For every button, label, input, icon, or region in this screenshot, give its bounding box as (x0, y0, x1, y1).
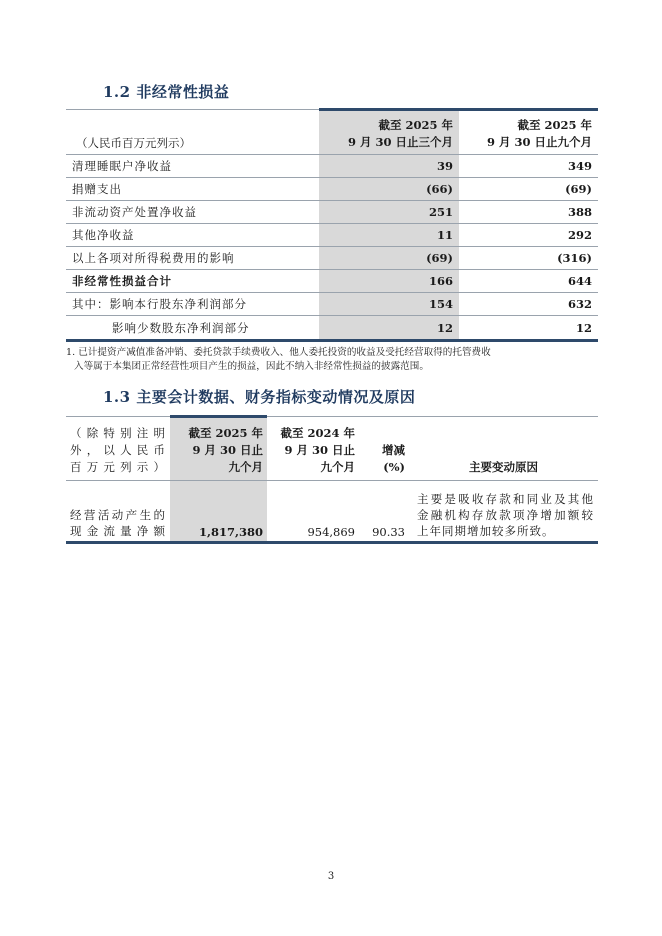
change-reason-line2: 金融机构存放款项净增加额较 (417, 508, 594, 522)
unit-label: （人民币百万元列示） (66, 110, 319, 155)
value-nine-months: (69) (459, 178, 598, 201)
value-three-months: 39 (319, 155, 459, 178)
value-nine-months: 12 (459, 316, 598, 341)
col-header-2024-line3: 九个月 (320, 460, 355, 474)
col-header-change-line2: (%) (383, 460, 405, 474)
table-row (66, 178, 598, 201)
value-three-months: 12 (319, 316, 459, 341)
value-2024: 954,869 (267, 481, 359, 543)
row-label: 其他净收益 (66, 224, 319, 247)
value-nine-months: 349 (459, 155, 598, 178)
section-title-1-2: 1.2 非经常性损益 (103, 83, 230, 101)
col-header-2025 (170, 417, 267, 481)
row-label: 非经常性损益合计 (66, 270, 319, 293)
change-reason-line1: 主要是吸收存款和同业及其他 (417, 492, 594, 506)
table-row (66, 201, 598, 224)
row-label: 捐赠支出 (66, 178, 319, 201)
row-label: 清理睡眠户净收益 (66, 155, 319, 178)
change-reason (409, 481, 598, 543)
value-2025: 1,817,380 (170, 481, 267, 543)
col-header-2024-line2: 9 月 30 日止 (284, 443, 355, 457)
value-three-months: (66) (319, 178, 459, 201)
value-nine-months: 644 (459, 270, 598, 293)
row-label-line1: 经营活动产生的 (70, 508, 166, 522)
value-nine-months: 632 (459, 293, 598, 316)
footnote-line2: 入等属于本集团正常经营性项目产生的损益，因此不纳入非经常性损益的披露范围。 (74, 361, 429, 372)
col-header-three-months (319, 110, 459, 155)
col-header-2025-line1: 截至 2025 年 (188, 426, 263, 440)
value-three-months: 11 (319, 224, 459, 247)
value-nine-months: 388 (459, 201, 598, 224)
col-header-2025-line3: 九个月 (228, 460, 263, 474)
table-row (66, 316, 598, 341)
row-label: 非流动资产处置净收益 (66, 201, 319, 224)
row-label: 影响少数股东净利润部分 (66, 316, 319, 341)
page-number: 3 (327, 871, 335, 882)
col-header-2024 (267, 417, 359, 481)
value-change: 90.33 (359, 481, 409, 543)
value-nine-months: (316) (459, 247, 598, 270)
footnote-line1: 1. 已计提资产减值准备冲销、委托贷款手续费收入、他人委托投资的收益及受托经营取得的托管费收 (66, 347, 491, 358)
change-reason-line3: 上年同期增加较多所致。 (417, 524, 555, 538)
unit-label-line1: （除特别注明 (70, 426, 166, 440)
table-row (66, 481, 598, 543)
footnote (66, 346, 598, 374)
row-label-line2: 现金流量净额 (70, 524, 166, 538)
section-title-1-3: 1.3 主要会计数据、财务指标变动情况及原因 (103, 388, 416, 406)
col-header-change-line1: 增减 (382, 443, 405, 457)
table-row (66, 224, 598, 247)
col-header-three-months-line1: 截至 2025 年 (378, 118, 453, 132)
row-label (66, 481, 170, 543)
col-header-three-months-line2: 9 月 30 日止三个月 (347, 135, 453, 149)
table-header-row (66, 110, 598, 155)
key-financial-data-table (66, 415, 598, 544)
unit-label (66, 417, 170, 481)
col-header-2025-line2: 9 月 30 日止 (192, 443, 263, 457)
col-header-nine-months (459, 110, 598, 155)
value-three-months: 251 (319, 201, 459, 224)
value-three-months: (69) (319, 247, 459, 270)
col-header-nine-months-line2: 9 月 30 日止九个月 (486, 135, 592, 149)
table-row (66, 293, 598, 316)
row-label: 其中：影响本行股东净利润部分 (66, 293, 319, 316)
col-header-change (359, 417, 409, 481)
value-nine-months: 292 (459, 224, 598, 247)
value-three-months: 166 (319, 270, 459, 293)
row-label: 以上各项对所得税费用的影响 (66, 247, 319, 270)
non-recurring-gains-table (66, 108, 598, 342)
table-row (66, 155, 598, 178)
col-header-2024-line1: 截至 2024 年 (280, 426, 355, 440)
table-row (66, 247, 598, 270)
unit-label-line3: 百万元列示） (70, 460, 166, 474)
unit-label-line2: 外，以人民币 (70, 443, 166, 457)
value-three-months: 154 (319, 293, 459, 316)
col-header-nine-months-line1: 截至 2025 年 (517, 118, 592, 132)
col-header-reason: 主要变动原因 (409, 417, 598, 481)
table-row-total (66, 270, 598, 293)
table-header-row (66, 417, 598, 481)
